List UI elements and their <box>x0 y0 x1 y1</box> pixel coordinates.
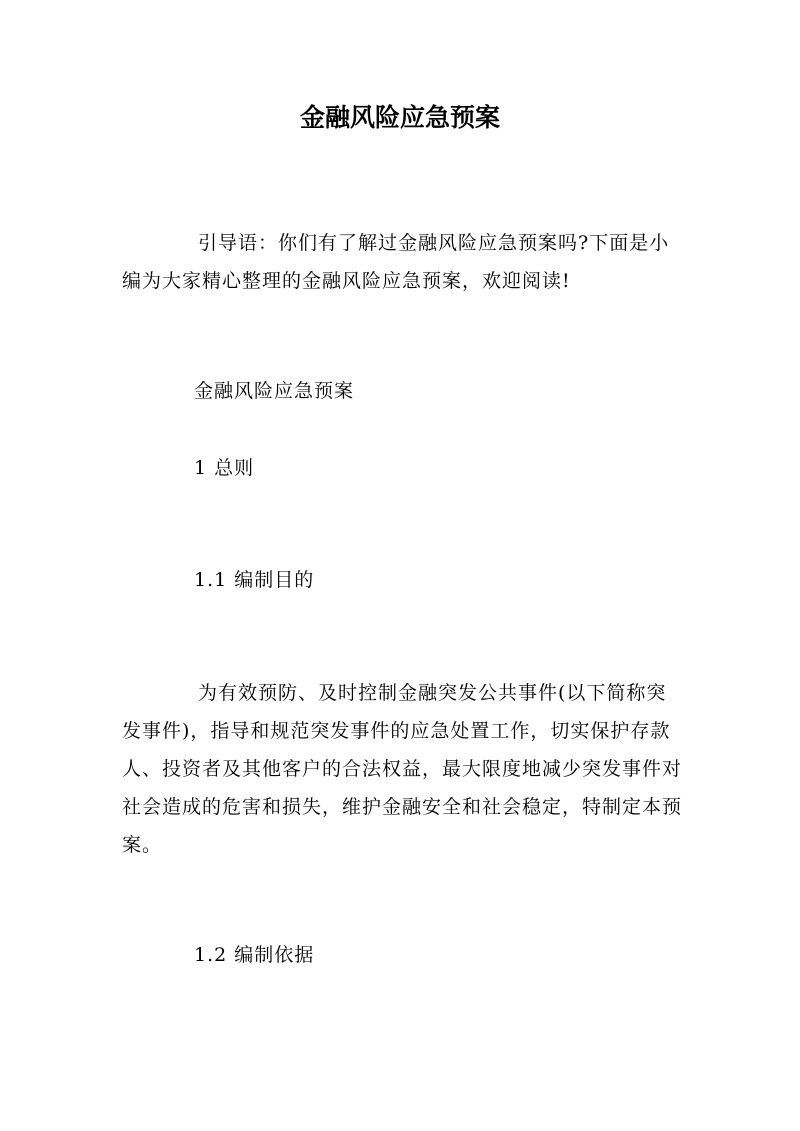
intro-paragraph: 引导语：你们有了解过金融风险应急预案吗?下面是小编为大家精心整理的金融风险应急预案，欢迎阅读! <box>122 232 670 292</box>
section-heading-general: 1 总则 <box>194 457 255 479</box>
subtitle: 金融风险应急预案 <box>194 380 355 402</box>
document-title: 金融风险应急预案 <box>299 103 500 132</box>
section-heading-purpose: 1.1 编制目的 <box>194 569 315 591</box>
purpose-paragraph: 为有效预防、及时控制金融突发公共事件(以下简称突发事件)，指导和规范突发事件的应急处置工作，切实保护存款人、投资者及其他客户的合法权益，最大限度地减少突发事件对社会造成的危害和损失，维护金融安全和社会稳定，特制定本预案。 <box>122 682 683 856</box>
section-heading-basis: 1.2 编制依据 <box>194 944 315 966</box>
